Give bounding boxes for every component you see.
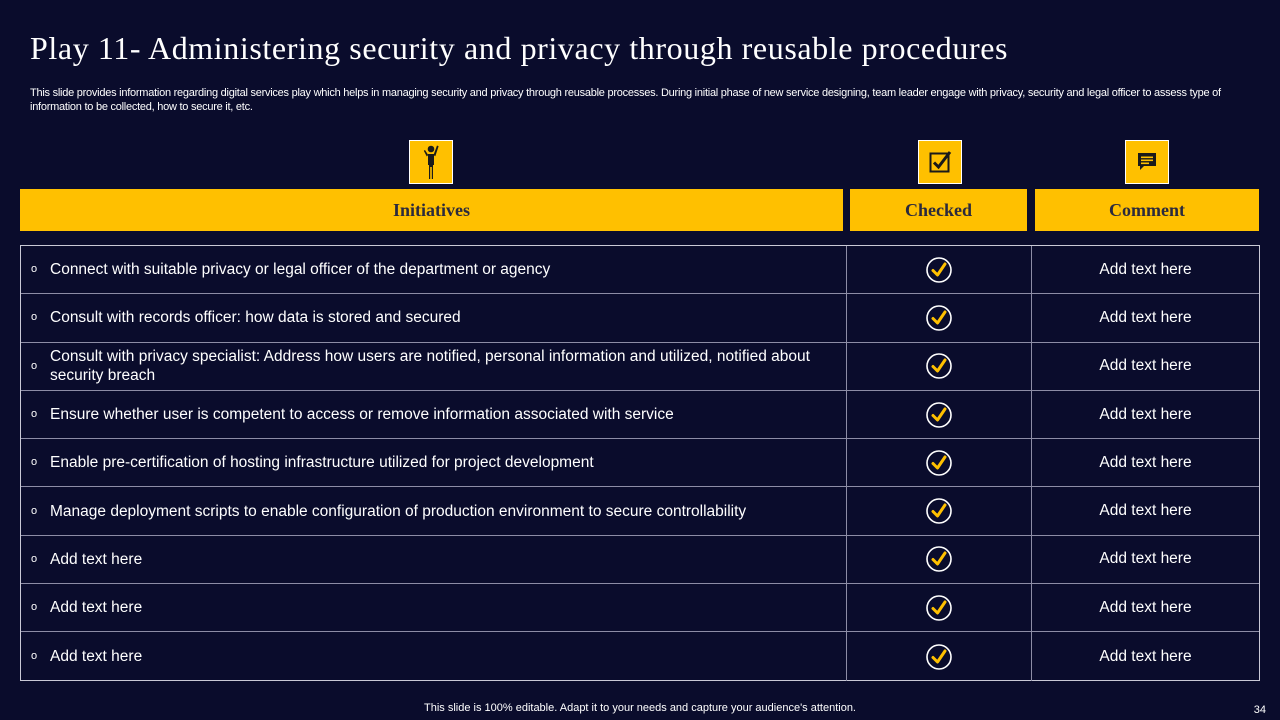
slide-title: Play 11- Administering security and privacy through reusable procedures: [30, 30, 1009, 66]
speech-bubble-icon: [1125, 140, 1169, 184]
checked-cell: [847, 487, 1032, 534]
check-circle-icon: [925, 643, 953, 671]
table-row: [21, 487, 1259, 535]
comment-cell: Add text here: [1099, 308, 1192, 326]
slide-subtitle: This slide provides information regarding digital services play which helps in managing security and privacy through reusable processes. During initial phase of new service designing, team leader engage with privacy, security and legal officer to assess type of information to be collected, how to secure it, etc.: [30, 87, 1221, 113]
comment-cell: Add text here: [1099, 260, 1192, 278]
bullet: o: [31, 408, 38, 421]
table-row: [21, 536, 1259, 584]
checked-cell: [847, 632, 1032, 680]
person-raising-hand-icon: [409, 140, 453, 184]
table-row: [21, 343, 1259, 391]
bullet: o: [31, 263, 38, 276]
initiative-text: Connect with suitable privacy or legal officer of the department or agency: [50, 261, 551, 279]
table-row: [21, 632, 1259, 680]
comment-cell: Add text here: [1099, 647, 1192, 665]
initiatives-table: [20, 245, 1260, 681]
page-number: 34: [1253, 704, 1266, 716]
comment-cell: Add text here: [1099, 502, 1192, 520]
checked-cell: [847, 391, 1032, 438]
comment-cell: Add text here: [1099, 550, 1192, 568]
initiative-cell: [21, 439, 847, 486]
check-circle-icon: [925, 497, 953, 525]
header-checked: Checked: [850, 189, 1027, 231]
bullet: o: [31, 311, 38, 324]
bullet: o: [31, 359, 38, 372]
bullet: o: [31, 650, 38, 663]
initiative-cell: [21, 294, 847, 341]
footer-note: This slide is 100% editable. Adapt it to your needs and capture your audience's attention.: [424, 702, 856, 714]
initiative-text: Consult with records officer: how data is stored and secured: [50, 309, 461, 327]
initiative-text: Add text here: [50, 648, 143, 666]
table-row: [21, 246, 1259, 294]
check-circle-icon: [925, 449, 953, 477]
bullet: o: [31, 552, 38, 565]
bullet: o: [31, 504, 38, 517]
initiative-text: Ensure whether user is competent to access or remove information associated with service: [50, 406, 674, 424]
comment-cell: Add text here: [1099, 357, 1192, 375]
initiative-cell: [21, 343, 847, 390]
initiative-cell: [21, 487, 847, 534]
initiative-cell: [21, 632, 847, 680]
initiative-cell: [21, 584, 847, 631]
comment-cell: Add text here: [1099, 453, 1192, 471]
checkbox-check-icon: [918, 140, 962, 184]
checked-cell: [847, 343, 1032, 390]
initiative-cell: [21, 536, 847, 583]
initiative-text: Add text here: [50, 599, 143, 617]
check-circle-icon: [925, 352, 953, 380]
check-circle-icon: [925, 304, 953, 332]
initiative-text: Enable pre-certification of hosting infrastructure utilized for project development: [50, 454, 594, 472]
initiative-cell: [21, 391, 847, 438]
check-circle-icon: [925, 401, 953, 429]
checked-cell: [847, 246, 1032, 293]
table-row: [21, 391, 1259, 439]
bullet: o: [31, 456, 38, 469]
initiative-text: Add text here: [50, 550, 143, 568]
initiative-text: Manage deployment scripts to enable configuration of production environment to secure controllability: [50, 502, 747, 520]
initiative-text: Consult with privacy specialist: Address how users are notified, personal information and utilized, notified about security breach: [50, 348, 810, 385]
table-row: [21, 294, 1259, 342]
checked-cell: [847, 294, 1032, 341]
header-comment: Comment: [1035, 189, 1259, 231]
checked-cell: [847, 536, 1032, 583]
table-row: [21, 584, 1259, 632]
initiative-cell: [21, 246, 847, 293]
check-circle-icon: [925, 256, 953, 284]
checked-cell: [847, 439, 1032, 486]
check-circle-icon: [925, 594, 953, 622]
table-row: [21, 439, 1259, 487]
bullet: o: [31, 601, 38, 614]
comment-cell: Add text here: [1099, 598, 1192, 616]
check-circle-icon: [925, 545, 953, 573]
comment-cell: Add text here: [1099, 405, 1192, 423]
checked-cell: [847, 584, 1032, 631]
header-initiatives: Initiatives: [20, 189, 843, 231]
